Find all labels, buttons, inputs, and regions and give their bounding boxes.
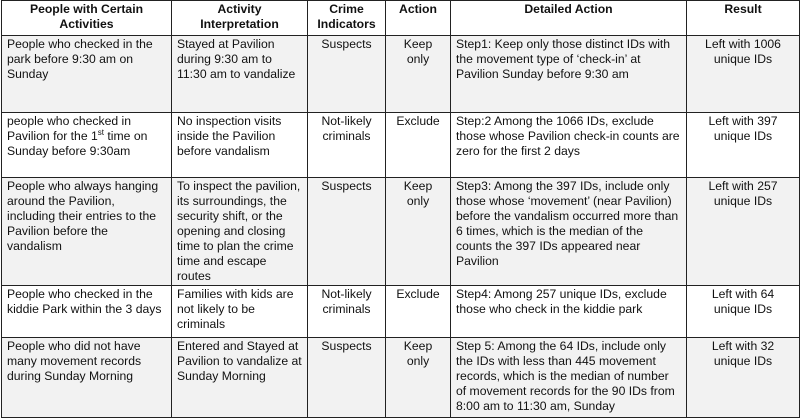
people-cell [2,113,172,178]
interpretation-cell: Families with kids are not likely to be criminals [172,286,308,338]
action-cell: Keep only [386,36,451,113]
action-cell: Exclude [386,113,451,178]
detailed-action-cell: Step1: Keep only those distinct IDs with the movement type of ‘check-in’ at Pavilion Sunday before 9:30 am [451,36,687,113]
action-cell: Keep only [386,338,451,418]
header-crime-indicators: Crime Indicators [308,1,386,36]
detailed-action-cell: Step 5: Among the 64 IDs, include only the IDs with less than 445 movement records, which is the median of number of movement records for the 90 IDs from 8:00 am to 11:30 am, Sunday [451,338,687,418]
result-cell: Left with 32 unique IDs [687,338,800,418]
indicator-cell: Not-likely criminals [308,286,386,338]
people-text-post: time on Sunday before 9:30am [7,129,148,158]
table-row [2,178,800,286]
indicator-cell: Suspects [308,36,386,113]
people-cell: People who checked in the park before 9:30 am on Sunday [2,36,172,113]
people-text-pre: people who checked in Pavilion for the 1 [7,114,131,143]
interpretation-cell: No inspection visits inside the Pavilion before vandalism [172,113,308,178]
detailed-action-cell: Step3: Among the 397 IDs, include only those whose ‘movement’ (near Pavilion) before the vandalism occurred more than 6 times, which is the median of the counts the 397 IDs appeared near Pavilion [451,178,687,286]
action-cell: Keep only [386,178,451,286]
people-cell: People who always hanging around the Pavilion, including their entries to the Pavilion before the vandalism [2,178,172,286]
table-row [2,338,800,418]
interpretation-cell: To inspect the pavilion, its surroundings, the security shift, or the opening and closing time to plan the crime time and escape routes [172,178,308,286]
ordinal-suffix: st [97,127,105,137]
detailed-action-cell: Step4: Among 257 unique IDs, exclude those who check in the kiddie park [451,286,687,338]
indicator-cell: Not-likely criminals [308,113,386,178]
detailed-action-cell: Step:2 Among the 1066 IDs, exclude those whose Pavilion check-in counts are zero for the first 2 days [451,113,687,178]
header-action: Action [386,1,451,36]
interpretation-cell: Entered and Stayed at Pavilion to vandalize at Sunday Morning [172,338,308,418]
action-cell: Exclude [386,286,451,338]
header-people: People with Certain Activities [2,1,172,36]
table-row [2,286,800,338]
table-row [2,113,800,178]
header-row [2,1,800,36]
interpretation-cell: Stayed at Pavilion during 9:30 am to 11:30 am to vandalize [172,36,308,113]
indicator-cell: Suspects [308,178,386,286]
table-row [2,36,800,113]
header-interpretation: Activity Interpretation [172,1,308,36]
people-cell: People who did not have many movement records during Sunday Morning [2,338,172,418]
result-cell: Left with 1006 unique IDs [687,36,800,113]
result-cell: Left with 64 unique IDs [687,286,800,338]
suspect-filtering-table [1,0,800,418]
header-result: Result [687,1,800,36]
result-cell: Left with 397 unique IDs [687,113,800,178]
indicator-cell: Suspects [308,338,386,418]
result-cell: Left with 257 unique IDs [687,178,800,286]
header-detailed-action: Detailed Action [451,1,687,36]
people-cell: People who checked in the kiddie Park within the 3 days [2,286,172,338]
